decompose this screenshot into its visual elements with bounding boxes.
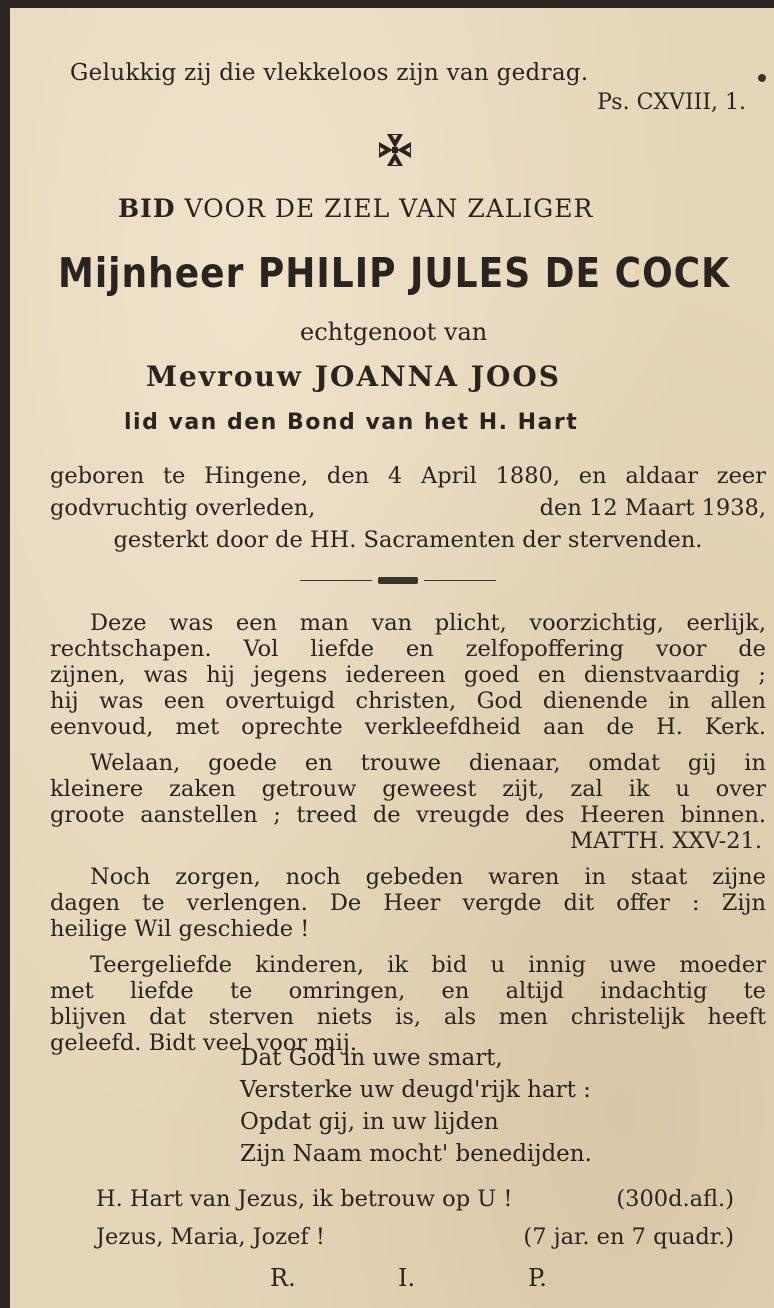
paragraph-3 xyxy=(50,864,766,942)
prayer-holy-family: Jezus, Maria, Jozef ! xyxy=(96,1224,325,1250)
birth-death-details xyxy=(50,460,766,556)
text-line: zijnen, was hij jegens iedereen goed en dienstvaardig ; xyxy=(50,662,766,688)
text-line: hij was een overtuigd christen, God dienende in allen xyxy=(50,688,766,714)
text-line: Deze was een man van plicht, voorzichtig, eerlijk, xyxy=(90,610,766,636)
poem-line: Zijn Naam mocht' benedijden. xyxy=(240,1141,592,1167)
paragraph-1 xyxy=(50,610,766,740)
rip-p: P. xyxy=(528,1264,547,1292)
text-line: heilige Wil geschiede ! xyxy=(50,916,310,942)
spouse-intro: echtgenoot van xyxy=(300,318,488,346)
text-line: met liefde te omringen, en altijd indachtig te xyxy=(50,978,766,1004)
text-line: blijven dat sterven niets is, als men christelijk heeft xyxy=(50,1004,766,1030)
text-line: groote aanstellen ; treed de vreugde des Heeren binnen. xyxy=(50,802,766,828)
text-line: Teergeliefde kinderen, ik bid u innig uwe moeder xyxy=(90,952,766,978)
prayer-header xyxy=(118,194,593,223)
poem-line: Versterke uw deugd'rijk hart : xyxy=(240,1077,591,1103)
scripture-reference: MATTH. XXV-21. xyxy=(569,828,762,854)
divider-ornament xyxy=(378,577,418,584)
spouse-name: Mevrouw JOANNA JOOS xyxy=(146,360,561,393)
text-line: rechtschapen. Vol liefde en zelfopoffering voor de xyxy=(50,636,766,662)
eulogy-text xyxy=(50,610,766,1056)
memorial-card xyxy=(10,8,774,1308)
paragraph-4 xyxy=(50,952,766,1056)
paragraph-2 xyxy=(50,750,766,854)
membership: lid van den Bond van het H. Hart xyxy=(124,410,579,435)
ornamental-divider xyxy=(300,576,496,586)
indulgence-1: (300d.afl.) xyxy=(616,1186,734,1212)
text-line: eenvoud, met oprechte verkleefdheid aan de H. Kerk. xyxy=(50,714,766,740)
text-line: Welaan, goede en trouwe dienaar, omdat gij in xyxy=(90,750,766,776)
indulgence-2: (7 jar. en 7 quadr.) xyxy=(523,1224,734,1250)
rip-i: I. xyxy=(398,1264,416,1292)
bid-rest: VOOR DE ZIEL VAN ZALIGER xyxy=(175,194,594,223)
ink-dot xyxy=(758,74,766,82)
text-line: geleefd. Bidt veel voor mij. xyxy=(50,1030,357,1056)
maltese-cross-icon xyxy=(375,130,415,170)
poem-line: Opdat gij, in uw lijden xyxy=(240,1109,499,1135)
prayer-sacred-heart: H. Hart van Jezus, ik betrouw op U ! xyxy=(96,1186,513,1212)
rip-r: R. xyxy=(270,1264,296,1292)
text-line: Noch zorgen, noch gebeden waren in staat zijne xyxy=(90,864,766,890)
bid-word: BID xyxy=(118,194,176,223)
birth-line-2 xyxy=(50,492,766,524)
birth-line-3: gesterkt door de HH. Sacramenten der stervenden. xyxy=(113,527,703,553)
birth-line-2b: den 12 Maart 1938, xyxy=(539,495,766,521)
motto-reference: Ps. CXVIII, 1. xyxy=(597,90,746,115)
birth-line-1: geboren te Hingene, den 4 April 1880, en aldaar zeer xyxy=(50,463,766,489)
deceased-name: Mijnheer PHILIP JULES DE COCK xyxy=(58,250,731,298)
text-line: kleinere zaken getrouw geweest zijt, zal ik u over xyxy=(50,776,766,802)
poem-line: Dat God in uwe smart, xyxy=(240,1045,503,1071)
motto-text: Gelukkig zij die vlekkeloos zijn van gedrag. xyxy=(70,60,589,86)
text-line: dagen te verlengen. De Heer vergde dit offer : Zijn xyxy=(50,890,766,916)
birth-line-2a: godvruchtig overleden, xyxy=(50,495,316,521)
poem xyxy=(240,1042,592,1170)
